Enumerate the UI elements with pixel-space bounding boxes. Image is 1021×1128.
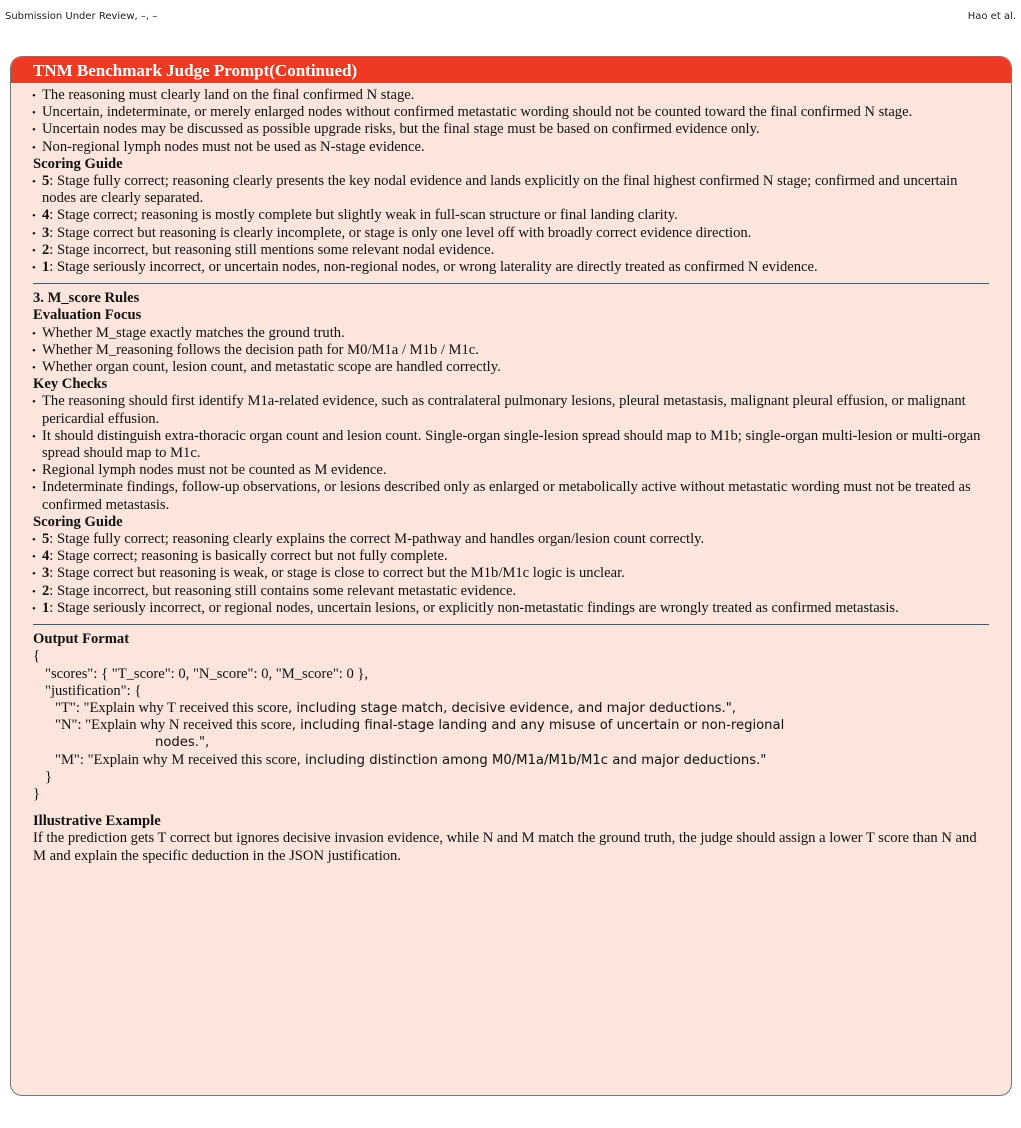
m-focus-list [33,325,989,377]
score-number: 3 [42,565,50,582]
n-scoring-heading: Scoring Guide [33,155,123,172]
list-item [33,259,989,276]
prompt-box [10,56,1012,1096]
list-item: • The reasoning should first identify M1a-related evidence, such as contralateral pulmonary lesions, pleural metastasis, malignant pleural effusion, or malignant pericardial effusion. [33,393,989,427]
score-number: 2 [42,582,50,599]
score-text: : Stage fully correct; reasoning clearly presents the key nodal evidence and lands explicitly on the final highest confirmed N stage; confirmed and uncertain nodes are clearly separated. [42,173,958,207]
m-checks-list [33,393,989,513]
score-number: 4 [42,548,50,565]
json-justification-open: "justification": { [45,682,142,699]
score-text: : Stage correct but reasoning is weak, or stage is close to correct but the M1b/M1c logic is unclear. [49,565,625,582]
json-scores-line: "scores": { "T_score": 0, "N_score": 0, "M_score": 0 }, [45,665,369,682]
score-number: 2 [42,241,50,258]
score-number: 1 [42,599,50,616]
box-body [11,83,1011,865]
score-number: 5 [42,531,50,548]
score-text: : Stage fully correct; reasoning clearly explains the correct M-pathway and handles organ/lesion count correctly. [49,531,705,548]
m-section-heading: 3. M_score Rules [33,290,140,307]
n-scoring-list [33,173,989,276]
list-item: • Whether organ count, lesion count, and metastatic scope are handled correctly. [33,359,989,376]
m-focus-heading: Evaluation Focus [33,307,142,324]
score-text: : Stage incorrect, but reasoning still contains some relevant metastatic evidence. [49,582,517,599]
n-line-sans: , including final-stage landing and any misuse of uncertain or non-regional [291,718,785,734]
m-checks-heading: Key Checks [33,376,108,393]
list-item [33,207,989,224]
list-item: • Uncertain nodes may be discussed as possible upgrade risks, but the final stage must be based on confirmed evidence only. [33,121,989,138]
example-text: If the prediction gets T correct but ignores decisive invasion evidence, while N and M match the ground truth, the judge should assign a lower T score than N and M and explain the specific deduction in the JSON justification. [33,830,977,864]
score-text: : Stage seriously incorrect, or uncertain nodes, non-regional nodes, or wrong laterality are directly treated as confirmed N evidence. [49,259,818,276]
score-number: 4 [42,207,50,224]
t-line-serif: "T": "Explain why T received this score [55,699,288,716]
list-item: • Non-regional lymph nodes must not be used as N-stage evidence. [33,139,989,156]
section-divider [33,283,989,284]
list-item: • Indeterminate findings, follow-up observations, or lesions described only as enlarged or metabolically active without metastatic wording must not be treated as confirmed metastasis. [33,479,989,513]
score-text: : Stage correct; reasoning is basically correct but not fully complete. [49,548,448,565]
box-title: TNM Benchmark Judge Prompt(Continued) [11,57,1011,83]
header-left: Submission Under Review, –, – [5,11,158,22]
score-text: : Stage seriously incorrect, or regional nodes, uncertain lesions, or explicitly non-metastatic findings are wrongly treated as confirmed metastasis. [49,599,899,616]
list-item: • It should distinguish extra-thoracic organ count and lesion count. Single-organ single-lesion spread should map to M1b; single-organ multi-lesion or multi-organ spread should map to M1c. [33,428,989,462]
list-item [33,583,989,600]
list-item: • Uncertain, indeterminate, or merely enlarged nodes without confirmed metastatic wording should not be counted toward the final confirmed N stage. [33,104,989,121]
json-n-line [33,717,989,734]
list-item [33,173,989,207]
json-m-line [33,752,989,769]
output-format-heading: Output Format [33,631,130,648]
json-inner-close: } [45,768,53,785]
list-item: • Whether M_reasoning follows the decision path for M0/M1a / M1b / M1c. [33,342,989,359]
list-item: • Regional lymph nodes must not be counted as M evidence. [33,462,989,479]
list-item: • Whether M_stage exactly matches the ground truth. [33,325,989,342]
n-rules-list [33,87,989,156]
header-right: Hao et al. [967,11,1016,22]
m-scoring-heading: Scoring Guide [33,513,123,530]
score-number: 3 [42,224,50,241]
json-t-line [33,700,989,717]
json-close-brace: } [33,785,41,802]
score-text: : Stage incorrect, but reasoning still mentions some relevant nodal evidence. [49,241,495,258]
m-line-sans: , including distinction among M0/M1a/M1b/M1c and major deductions." [296,752,767,768]
m-line-serif: "M": "Explain why M received this score [55,751,297,768]
score-text: : Stage correct; reasoning is mostly complete but slightly weak in full-scan structure or final landing clarity. [49,207,678,224]
m-scoring-list [33,531,989,617]
score-text: : Stage correct but reasoning is clearly incomplete, or stage is only one level off with broadly correct evidence direction. [49,224,752,241]
list-item [33,225,989,242]
example-heading: Illustrative Example [33,813,161,830]
section-divider [33,624,989,625]
list-item: • The reasoning must clearly land on the final confirmed N stage. [33,87,989,104]
output-format-block [33,648,989,803]
json-open-brace: { [33,648,41,665]
list-item [33,600,989,617]
list-item [33,531,989,548]
list-item [33,548,989,565]
score-number: 1 [42,259,50,276]
t-line-sans: , including stage match, decisive evidence, and major deductions.", [287,700,736,716]
json-n-continuation: nodes.", [155,735,210,751]
list-item [33,242,989,259]
list-item [33,565,989,582]
score-number: 5 [42,173,50,190]
n-line-serif: "N": "Explain why N received this score [55,717,292,734]
